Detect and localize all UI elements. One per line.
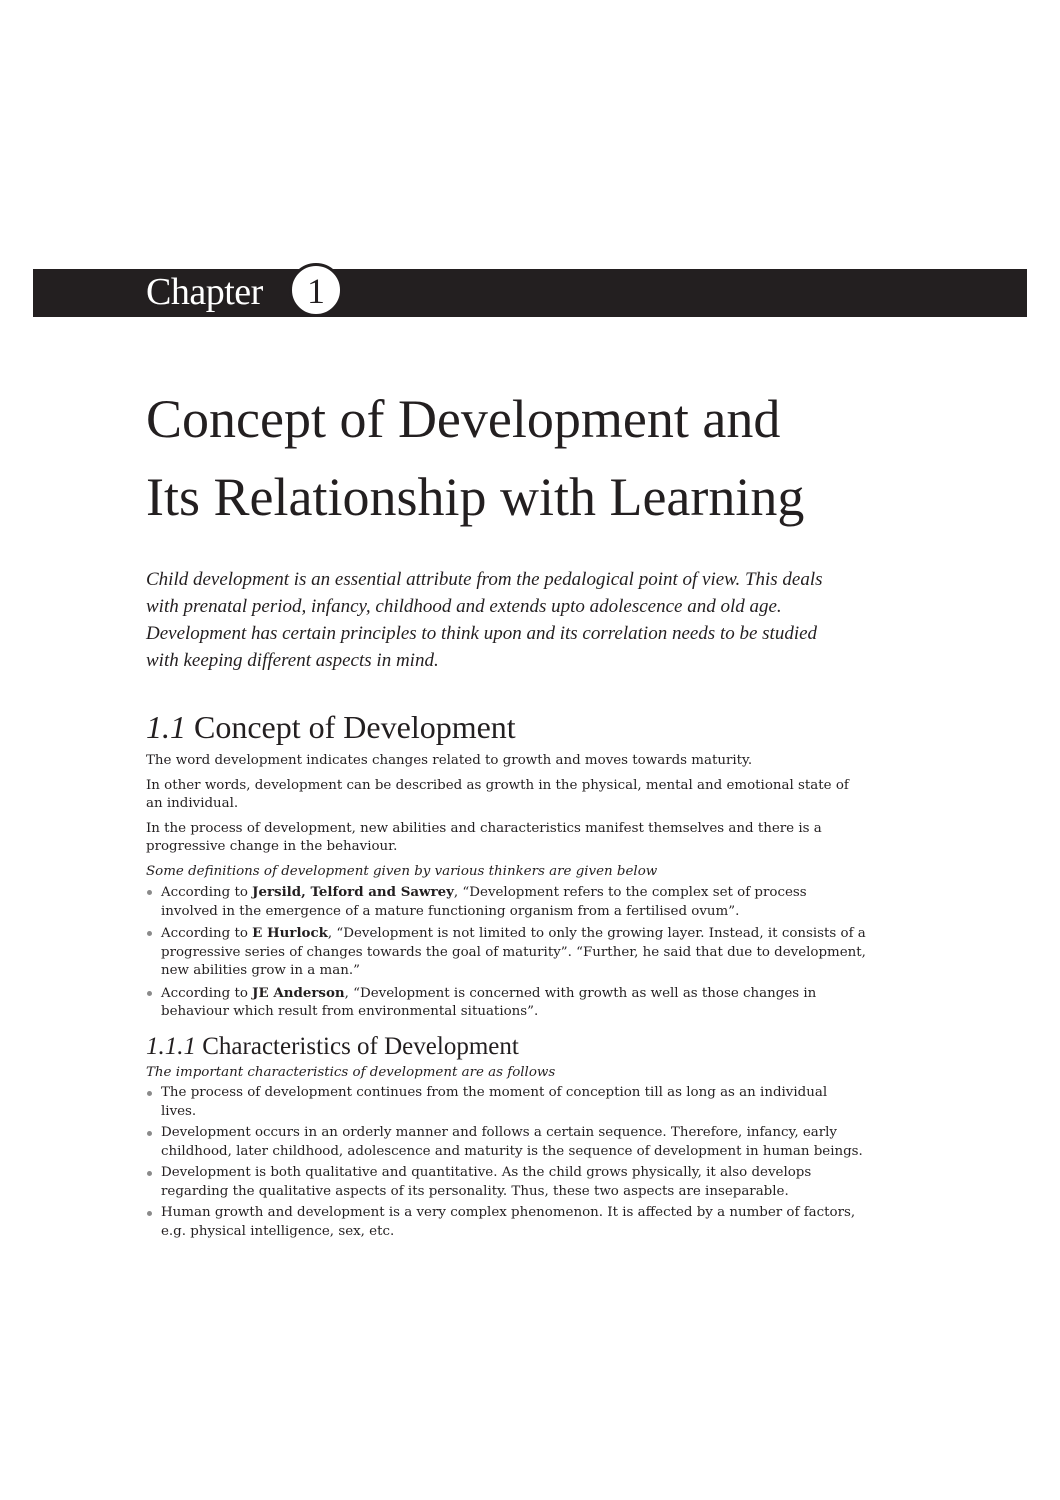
list-item — [146, 924, 866, 981]
chapter-title-line-2: Its Relationship with Learning — [146, 467, 805, 527]
definitions-lead-in: Some definitions of development given by various thinkers are given below — [146, 863, 658, 879]
definition-author: E Hurlock — [252, 925, 328, 941]
list-item: Development occurs in an orderly manner and follows a certain sequence. Therefore, infancy, early childhood, later childhood, adolescence and maturity is the sequence of development in human beings. — [146, 1124, 866, 1161]
chapter-number-badge: 1 — [289, 263, 343, 317]
paragraph: In other words, development can be described as growth in the physical, mental and emotional state of an individual. — [146, 777, 849, 811]
paragraph: In the process of development, new abilities and characteristics manifest themselves and there is a progressive change in the behaviour. — [146, 820, 822, 854]
list-item: Human growth and development is a very complex phenomenon. It is affected by a number of factors, e.g. physical intelligence, sex, etc. — [146, 1204, 866, 1241]
section-title: Concept of Development — [194, 709, 516, 745]
list-item: Development is both qualitative and quantitative. As the child grows physically, it also develops regarding the qualitative aspects of its personality. Thus, these two aspects are inseparable. — [146, 1164, 866, 1201]
list-item: The process of development continues from the moment of conception till as long as an individual lives. — [146, 1084, 866, 1121]
characteristics-list — [146, 1084, 866, 1241]
definition-prefix: According to — [161, 985, 253, 1001]
definition-author: Jersild, Telford and Sawrey — [252, 884, 454, 900]
list-item — [146, 984, 866, 1022]
chapter-title — [146, 380, 1006, 536]
definition-text: , “Development is not limited to only the growing layer. Instead, it consists of a progressive series of changes towards the goal of maturity”. “Further, he said that due to development, new abilities grow in a man.” — [161, 926, 866, 978]
chapter-title-line-1: Concept of Development and — [146, 389, 781, 449]
characteristics-lead-in: The important characteristics of development are as follows — [146, 1064, 556, 1080]
chapter-body — [146, 708, 866, 1245]
definition-text: , “Development refers to the complex set of process involved in the emergence of a mature functioning organism from a fertilised ovum”. — [161, 885, 807, 919]
section-heading-1-1 — [146, 708, 866, 746]
paragraph: The word development indicates changes related to growth and moves towards maturity. — [146, 753, 753, 768]
definition-text: , “Development is concerned with growth as well as those changes in behaviour which result from environmental situations”. — [161, 985, 817, 1019]
section-title: Characteristics of Development — [202, 1032, 519, 1060]
definition-author: JE Anderson — [252, 984, 345, 1001]
chapter-intro: Child development is an essential attribute from the pedalogical point of view. This deals with prenatal period, infancy, childhood and extends upto adolescence and old age. Development has certain principles to think upon and its correlation needs to be studied with keeping different aspects in mind. — [146, 569, 823, 671]
list-item — [146, 883, 866, 921]
definition-prefix: According to — [161, 885, 253, 900]
section-number: 1.1.1 — [146, 1032, 196, 1060]
definition-prefix: According to — [161, 926, 253, 941]
section-heading-1-1-1 — [146, 1032, 866, 1062]
section-number: 1.1 — [146, 709, 186, 745]
definitions-list — [146, 883, 866, 1022]
chapter-label: Chapter — [146, 271, 263, 313]
